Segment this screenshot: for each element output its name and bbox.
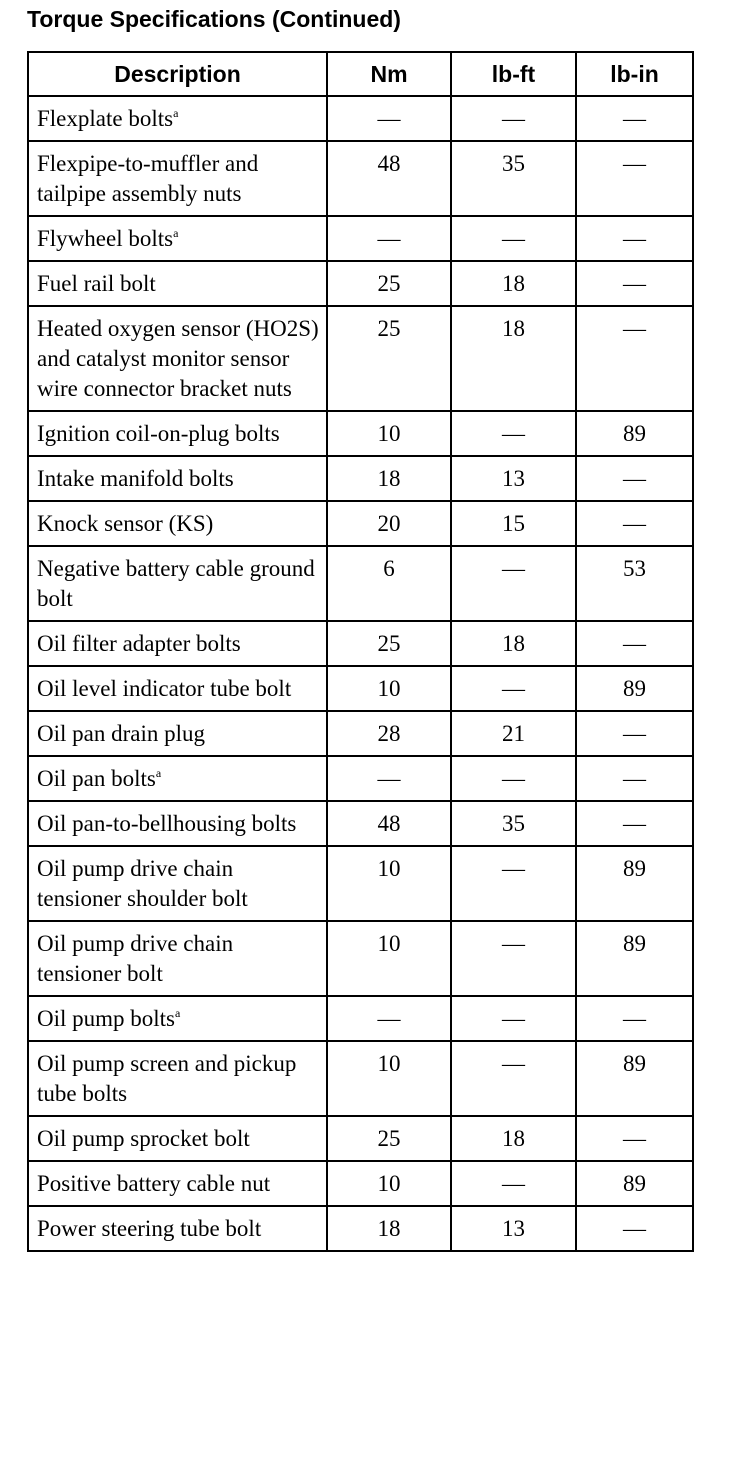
table-body [28, 96, 693, 1251]
lbft-cell: — [451, 216, 576, 261]
lbft-cell: 18 [451, 621, 576, 666]
lbft-cell: — [451, 846, 576, 921]
description-cell [28, 456, 327, 501]
lbft-cell: 18 [451, 261, 576, 306]
table-row [28, 501, 693, 546]
nm-cell: 25 [327, 306, 451, 411]
lbft-cell: 35 [451, 801, 576, 846]
table-row [28, 756, 693, 801]
column-header-lbin: lb-in [576, 52, 693, 96]
column-header-description: Description [28, 52, 327, 96]
nm-cell: 48 [327, 801, 451, 846]
description-text: Negative battery cable ground bolt [37, 556, 315, 611]
description-cell [28, 846, 327, 921]
table-row [28, 411, 693, 456]
lbin-cell: — [576, 141, 693, 216]
table-row [28, 306, 693, 411]
table-row [28, 456, 693, 501]
lbin-cell: — [576, 756, 693, 801]
lbft-cell: — [451, 411, 576, 456]
table-header-row [28, 52, 693, 96]
description-cell [28, 801, 327, 846]
lbft-cell: — [451, 921, 576, 996]
nm-cell: 10 [327, 411, 451, 456]
description-text: Fuel rail bolt [37, 271, 156, 296]
description-text: Flexplate bolts [37, 106, 174, 131]
lbin-cell: 89 [576, 1041, 693, 1116]
table-row [28, 846, 693, 921]
lbin-cell: — [576, 996, 693, 1041]
table-row [28, 216, 693, 261]
lbft-cell: 13 [451, 456, 576, 501]
nm-cell: 25 [327, 1116, 451, 1161]
nm-cell: 10 [327, 1161, 451, 1206]
nm-cell: 10 [327, 666, 451, 711]
lbin-cell: — [576, 1116, 693, 1161]
description-text: Power steering tube bolt [37, 1216, 262, 1241]
description-text: Flexpipe-to-muffler and tailpipe assembly nuts [37, 151, 259, 206]
description-text: Oil pump drive chain tensioner shoulder bolt [37, 856, 248, 911]
lbft-cell: — [451, 996, 576, 1041]
lbin-cell: 89 [576, 846, 693, 921]
lbin-cell: 89 [576, 411, 693, 456]
column-header-nm: Nm [327, 52, 451, 96]
lbin-cell: — [576, 621, 693, 666]
table-row [28, 1041, 693, 1116]
lbft-cell: 18 [451, 1116, 576, 1161]
torque-spec-table [27, 51, 694, 1252]
footnote-marker: a [175, 1006, 181, 1020]
table-row [28, 711, 693, 756]
description-cell [28, 921, 327, 996]
description-cell [28, 411, 327, 456]
nm-cell: 18 [327, 1206, 451, 1251]
nm-cell: 48 [327, 141, 451, 216]
nm-cell: 20 [327, 501, 451, 546]
description-cell [28, 996, 327, 1041]
lbft-cell: 21 [451, 711, 576, 756]
description-cell [28, 141, 327, 216]
nm-cell: 10 [327, 921, 451, 996]
description-text: Oil filter adapter bolts [37, 631, 241, 656]
lbin-cell: 53 [576, 546, 693, 621]
lbft-cell: — [451, 96, 576, 141]
lbft-cell: 13 [451, 1206, 576, 1251]
lbft-cell: — [451, 546, 576, 621]
lbin-cell: 89 [576, 1161, 693, 1206]
nm-cell: 28 [327, 711, 451, 756]
description-cell [28, 306, 327, 411]
lbin-cell: — [576, 456, 693, 501]
lbin-cell: — [576, 216, 693, 261]
lbin-cell: 89 [576, 921, 693, 996]
nm-cell: — [327, 756, 451, 801]
description-text: Oil pan-to-bellhousing bolts [37, 811, 297, 836]
footnote-marker: a [155, 766, 162, 780]
description-cell [28, 1041, 327, 1116]
nm-cell: 10 [327, 846, 451, 921]
description-cell [28, 1206, 327, 1251]
lbft-cell: 15 [451, 501, 576, 546]
description-cell [28, 546, 327, 621]
page-title: Torque Specifications (Continued) [27, 6, 401, 32]
table-row [28, 801, 693, 846]
lbft-cell: — [451, 666, 576, 711]
description-text: Oil pan drain plug [37, 721, 205, 746]
description-text: Oil pump sprocket bolt [37, 1126, 250, 1151]
footnote-marker: a [173, 106, 179, 120]
lbin-cell: — [576, 306, 693, 411]
lbft-cell: — [451, 1161, 576, 1206]
lbin-cell: — [576, 801, 693, 846]
description-cell [28, 216, 327, 261]
nm-cell: 10 [327, 1041, 451, 1116]
column-header-lbft: lb-ft [451, 52, 576, 96]
table-row [28, 996, 693, 1041]
lbft-cell: 35 [451, 141, 576, 216]
lbin-cell: — [576, 501, 693, 546]
description-cell [28, 1161, 327, 1206]
table-row [28, 96, 693, 141]
description-text: Oil pump screen and pickup tube bolts [37, 1051, 297, 1106]
table-row [28, 666, 693, 711]
description-text: Oil level indicator tube bolt [37, 676, 292, 701]
lbft-cell: — [451, 756, 576, 801]
nm-cell: — [327, 996, 451, 1041]
description-cell [28, 501, 327, 546]
lbin-cell: 89 [576, 666, 693, 711]
description-cell [28, 666, 327, 711]
nm-cell: 25 [327, 621, 451, 666]
description-text: Oil pump bolts [37, 1006, 176, 1031]
table-row [28, 921, 693, 996]
lbft-cell: 18 [451, 306, 576, 411]
description-cell [28, 261, 327, 306]
nm-cell: 6 [327, 546, 451, 621]
table-row [28, 141, 693, 216]
description-cell [28, 756, 327, 801]
table-row [28, 546, 693, 621]
nm-cell: 18 [327, 456, 451, 501]
table-row [28, 1116, 693, 1161]
description-text: Ignition coil-on-plug bolts [37, 421, 280, 446]
description-text: Flywheel bolts [37, 226, 174, 251]
description-cell [28, 1116, 327, 1161]
table-row [28, 1161, 693, 1206]
description-cell [28, 621, 327, 666]
description-cell [28, 711, 327, 756]
lbin-cell: — [576, 96, 693, 141]
lbin-cell: — [576, 261, 693, 306]
nm-cell: — [327, 216, 451, 261]
footnote-marker: a [173, 226, 179, 240]
table-row [28, 1206, 693, 1251]
lbin-cell: — [576, 1206, 693, 1251]
description-text: Oil pan bolts [37, 766, 156, 791]
description-text: Knock sensor (KS) [37, 511, 214, 536]
description-text: Oil pump drive chain tensioner bolt [37, 931, 234, 986]
description-text: Heated oxygen sensor (HO2S) and catalyst monitor sensor wire connector bracket nuts [37, 316, 319, 401]
description-cell [28, 96, 327, 141]
description-text: Positive battery cable nut [37, 1171, 271, 1196]
lbft-cell: — [451, 1041, 576, 1116]
nm-cell: — [327, 96, 451, 141]
nm-cell: 25 [327, 261, 451, 306]
description-text: Intake manifold bolts [37, 466, 234, 491]
lbin-cell: — [576, 711, 693, 756]
table-row [28, 261, 693, 306]
table-row [28, 621, 693, 666]
